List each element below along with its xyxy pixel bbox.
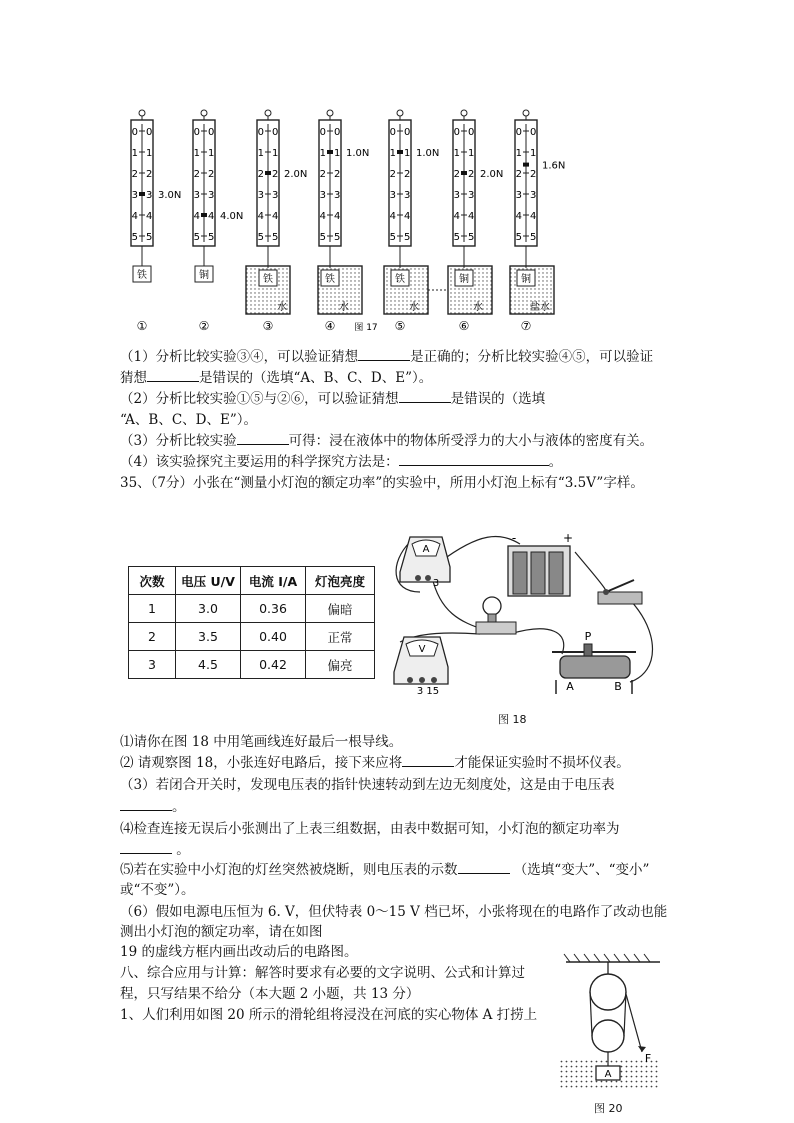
part8-title-1: 八、综合应用与计算：解答时要求有必要的文字说明、公式和计算过 [120, 965, 525, 981]
answer-blank[interactable] [237, 432, 289, 445]
q35-s2 [120, 754, 630, 772]
scale-pointer [397, 150, 403, 154]
q34-text: （3）分析比较实验 [120, 433, 237, 449]
q35-s5c: 或“不变”）。 [120, 882, 195, 898]
figure-20 [560, 950, 666, 1100]
scale-tick-label: 2 [453, 169, 460, 180]
answer-blank[interactable] [402, 754, 454, 767]
table-header: 次数 [129, 567, 176, 595]
scale-tick-label: 3 [146, 190, 153, 201]
q34-line-6 [120, 453, 562, 471]
q35-s6a: （6）假如电源电压恒为 6. V，但伏特表 0～15 V 档已坏，小张将现在的电路作了改动也能 [120, 904, 668, 920]
scale-tick-label: 2 [193, 169, 200, 180]
table-cell: 0.40 [241, 623, 306, 651]
table-cell: 正常 [306, 623, 375, 651]
figure-18 [380, 522, 680, 732]
ammeter-terminal: 3 [432, 578, 440, 589]
scale-tick-label: 5 [257, 232, 264, 243]
fig17-caption: 图 17 [354, 323, 378, 333]
table-header-row [129, 567, 375, 595]
scale-tick-label: 5 [319, 232, 326, 243]
scale-tick-label: 3 [334, 190, 341, 201]
q34-text: 。 [548, 454, 563, 470]
experiment-number: ② [198, 319, 210, 333]
scale-pointer [461, 171, 467, 175]
q35-s6b: 测出小灯泡的额定功率，请在如图 [120, 924, 323, 940]
scale-tick-label: 5 [515, 232, 522, 243]
object-label: 铁 [137, 270, 147, 281]
q35-s5 [120, 861, 649, 879]
fig18-caption: 图 18 [498, 713, 527, 726]
scale-tick-label: 4 [272, 211, 279, 222]
table-row [129, 623, 375, 651]
scale-tick-label: 4 [515, 211, 522, 222]
scale-pointer [265, 171, 271, 175]
q35-s3-blank-line [120, 798, 186, 816]
experiment-number: ⑤ [394, 319, 406, 333]
scale-tick-label: 3 [530, 190, 537, 201]
table-header: 电压 U/V [176, 567, 241, 595]
scale-tick-label: 5 [131, 232, 138, 243]
object-label: 铜 [199, 270, 209, 281]
q34-text: （1）分析比较实验③④，可以验证猜想 [120, 349, 359, 365]
q34-text: 是错误的（选填“A、B、C、D、E”）。 [199, 370, 433, 386]
ammeter-label: A [422, 544, 430, 555]
table-cell: 3.0 [176, 595, 241, 623]
measurement-table [128, 566, 375, 679]
answer-blank[interactable] [399, 453, 549, 466]
force-label: F [644, 1052, 652, 1065]
scale-tick-label: 0 [530, 127, 537, 138]
scale-tick-label: 2 [208, 169, 215, 180]
q34-text: 可得：浸在液体中的物体所受浮力的大小与液体的密度有关。 [288, 433, 654, 449]
experiment-number: ① [136, 319, 148, 333]
scale-pointer [139, 192, 145, 196]
scale-tick-label: 4 [389, 211, 396, 222]
part8-q1: 1、人们利用如图 20 所示的滑轮组将浸没在河底的实心物体 A 打捞上 [120, 1007, 538, 1023]
q34-line-1 [120, 348, 653, 366]
scale-tick-label: 1 [257, 148, 264, 159]
scale-reading: 1.0N [416, 148, 440, 159]
object-label: 铁 [395, 274, 405, 285]
scale-tick-label: 1 [208, 148, 215, 159]
object-label: 铁 [263, 274, 273, 285]
scale-tick-label: 1 [146, 148, 153, 159]
experiment-number: ③ [262, 319, 274, 333]
answer-blank[interactable] [120, 841, 172, 854]
scale-tick-label: 2 [131, 169, 138, 180]
table-cell: 2 [129, 623, 176, 651]
scale-tick-label: 3 [389, 190, 396, 201]
scale-tick-label: 0 [131, 127, 138, 138]
scale-tick-label: 2 [334, 169, 341, 180]
scale-tick-label: 5 [453, 232, 460, 243]
scale-tick-label: 4 [453, 211, 460, 222]
experiment-number: ⑥ [458, 319, 470, 333]
scale-tick-label: 1 [319, 148, 326, 159]
slider-label: P [584, 630, 592, 643]
answer-blank[interactable] [358, 348, 410, 361]
answer-blank[interactable] [399, 390, 451, 403]
table-header: 电流 I/A [241, 567, 306, 595]
scale-tick-label: 0 [468, 127, 475, 138]
movable-pulley [592, 1020, 624, 1052]
scale-tick-label: 1 [530, 148, 537, 159]
scale-tick-label: 1 [193, 148, 200, 159]
q34-text: （2）分析比较实验①⑤与②⑥，可以验证猜想 [120, 391, 399, 407]
q35-s4-blank-line [120, 841, 190, 859]
object-label: 铁 [325, 274, 335, 285]
scale-tick-label: 3 [257, 190, 264, 201]
scale-tick-label: 4 [468, 211, 475, 222]
q34-text: 猜想 [120, 370, 147, 386]
q35-text: ⑸若在实验中小灯泡的灯丝突然被烧断，则电压表的示数 [120, 862, 458, 878]
table-cell: 4.5 [176, 651, 241, 679]
scale-tick-label: 2 [404, 169, 411, 180]
scale-tick-label: 5 [530, 232, 537, 243]
scale-tick-label: 4 [530, 211, 537, 222]
scale-tick-label: 3 [515, 190, 522, 201]
scale-tick-label: 1 [515, 148, 522, 159]
table-row [129, 651, 375, 679]
scale-tick-label: 3 [208, 190, 215, 201]
scale-tick-label: 3 [404, 190, 411, 201]
scale-tick-label: 3 [131, 190, 138, 201]
scale-tick-label: 1 [404, 148, 411, 159]
battery-pack [508, 546, 570, 596]
scale-tick-label: 0 [257, 127, 264, 138]
scale-tick-label: 1 [389, 148, 396, 159]
fig20-caption: 图 20 [594, 1102, 623, 1115]
q34-line-5 [120, 432, 653, 450]
scale-tick-label: 4 [146, 211, 153, 222]
fixed-pulley [590, 974, 626, 1010]
scale-tick-label: 3 [193, 190, 200, 201]
scale-tick-label: 0 [453, 127, 460, 138]
scale-tick-label: 1 [468, 148, 475, 159]
light-bulb [476, 597, 516, 634]
scale-tick-label: 3 [319, 190, 326, 201]
q34-text: 是正确的；分析比较实验④⑤，可以验证 [410, 349, 654, 365]
scale-tick-label: 5 [468, 232, 475, 243]
q34-line-4: “A、B、C、D、E”）。 [120, 412, 257, 428]
table-cell: 3 [129, 651, 176, 679]
object-a-label: A [604, 1069, 612, 1080]
scale-tick-label: 4 [257, 211, 264, 222]
table-header: 灯泡亮度 [306, 567, 375, 595]
scale-tick-label: 2 [530, 169, 537, 180]
table-cell: 0.42 [241, 651, 306, 679]
q34-text: 是错误的（选填 [450, 391, 546, 407]
scale-tick-label: 3 [468, 190, 475, 201]
scale-tick-label: 2 [257, 169, 264, 180]
switch [598, 580, 642, 604]
liquid-label: 水 [339, 302, 349, 313]
scale-tick-label: 2 [146, 169, 153, 180]
scale-reading: 4.0N [220, 211, 244, 222]
scale-pointer [523, 163, 529, 167]
scale-reading: 1.0N [346, 148, 370, 159]
liquid-label: 水 [277, 302, 287, 313]
scale-reading: 2.0N [284, 169, 308, 180]
scale-tick-label: 5 [404, 232, 411, 243]
scale-tick-label: 5 [208, 232, 215, 243]
scale-tick-label: 0 [404, 127, 411, 138]
battery-plus: + [562, 531, 574, 545]
q35-s6c: 19 的虚线方框内画出改动后的电路图。 [120, 944, 358, 960]
q35-text: 。 [176, 842, 190, 858]
q34-line-2 [120, 369, 432, 387]
scale-tick-label: 0 [146, 127, 153, 138]
experiment-number: ⑦ [520, 319, 532, 333]
q35-intro: 35、（7分）小张在“测量小灯泡的额定功率”的实验中，所用小灯泡上标有“3.5V”字样。 [120, 475, 644, 491]
scale-tick-label: 0 [334, 127, 341, 138]
scale-tick-label: 1 [334, 148, 341, 159]
scale-tick-label: 1 [453, 148, 460, 159]
scale-tick-label: 5 [272, 232, 279, 243]
experiment-number: ④ [324, 319, 336, 333]
table-cell: 3.5 [176, 623, 241, 651]
liquid-label: 水 [409, 302, 419, 313]
scale-reading: 3.0N [158, 190, 182, 201]
voltmeter-terminal: 3 15 [416, 686, 440, 697]
scale-tick-label: 4 [404, 211, 411, 222]
scale-tick-label: 2 [468, 169, 475, 180]
part8-title-2: 程，只写结果不给分（本大题 2 小题，共 13 分） [120, 986, 420, 1002]
q35-text: 。 [172, 799, 186, 815]
scale-tick-label: 0 [208, 127, 215, 138]
q34-line-3 [120, 390, 545, 408]
terminal-b-label: B [614, 680, 622, 693]
scale-tick-label: 2 [389, 169, 396, 180]
scale-tick-label: 3 [453, 190, 460, 201]
scale-tick-label: 5 [146, 232, 153, 243]
scale-tick-label: 2 [272, 169, 279, 180]
battery-minus: - [511, 531, 517, 545]
scale-tick-label: 0 [515, 127, 522, 138]
table-cell: 偏亮 [306, 651, 375, 679]
terminal-a-label: A [566, 680, 574, 693]
scale-tick-label: 4 [208, 211, 215, 222]
scale-tick-label: 0 [272, 127, 279, 138]
scale-tick-label: 0 [319, 127, 326, 138]
answer-blank[interactable] [458, 861, 510, 874]
q35-s3: （3）若闭合开关时，发现电压表的指针快速转动到左边无刻度处，这是由于电压表 [120, 777, 615, 793]
scale-tick-label: 5 [389, 232, 396, 243]
scale-tick-label: 4 [193, 211, 200, 222]
figure-17 [118, 108, 566, 336]
voltmeter-label: V [418, 644, 426, 655]
liquid-label: 盐水 [530, 302, 550, 313]
scale-tick-label: 3 [272, 190, 279, 201]
object-label: 铜 [459, 274, 469, 285]
scale-tick-label: 2 [515, 169, 522, 180]
scale-tick-label: 4 [131, 211, 138, 222]
q35-s4: ⑷检查连接无误后小张测出了上表三组数据，由表中数据可知，小灯泡的额定功率为 [120, 821, 620, 837]
scale-tick-label: 1 [272, 148, 279, 159]
q35-text: （选填“变大”、“变小” [513, 862, 650, 878]
object-label: 铜 [521, 274, 531, 285]
scale-pointer [327, 150, 333, 154]
scale-tick-label: 5 [334, 232, 341, 243]
scale-pointer [201, 213, 207, 217]
scale-tick-label: 4 [334, 211, 341, 222]
table-row [129, 595, 375, 623]
scale-tick-label: 1 [131, 148, 138, 159]
scale-tick-label: 0 [389, 127, 396, 138]
scale-reading: 1.6N [542, 160, 566, 172]
answer-blank[interactable] [120, 798, 172, 811]
scale-reading: 2.0N [480, 169, 504, 180]
q35-text: 才能保证实验时不损坏仪表。 [454, 755, 630, 771]
table-cell: 0.36 [241, 595, 306, 623]
liquid-label: 水 [473, 302, 483, 313]
q34-text: （4）该实验探究主要运用的科学探究方法是： [120, 454, 399, 470]
table-cell: 偏暗 [306, 595, 375, 623]
scale-tick-label: 0 [193, 127, 200, 138]
scale-tick-label: 4 [319, 211, 326, 222]
rheostat [552, 644, 636, 694]
answer-blank[interactable] [147, 369, 199, 382]
q35-s1: ⑴请你在图 18 中用笔画线连好最后一根导线。 [120, 734, 403, 750]
table-cell: 1 [129, 595, 176, 623]
q35-text: ⑵ 请观察图 18，小张连好电路后，接下来应将 [120, 755, 403, 771]
scale-tick-label: 2 [319, 169, 326, 180]
scale-tick-label: 5 [193, 232, 200, 243]
